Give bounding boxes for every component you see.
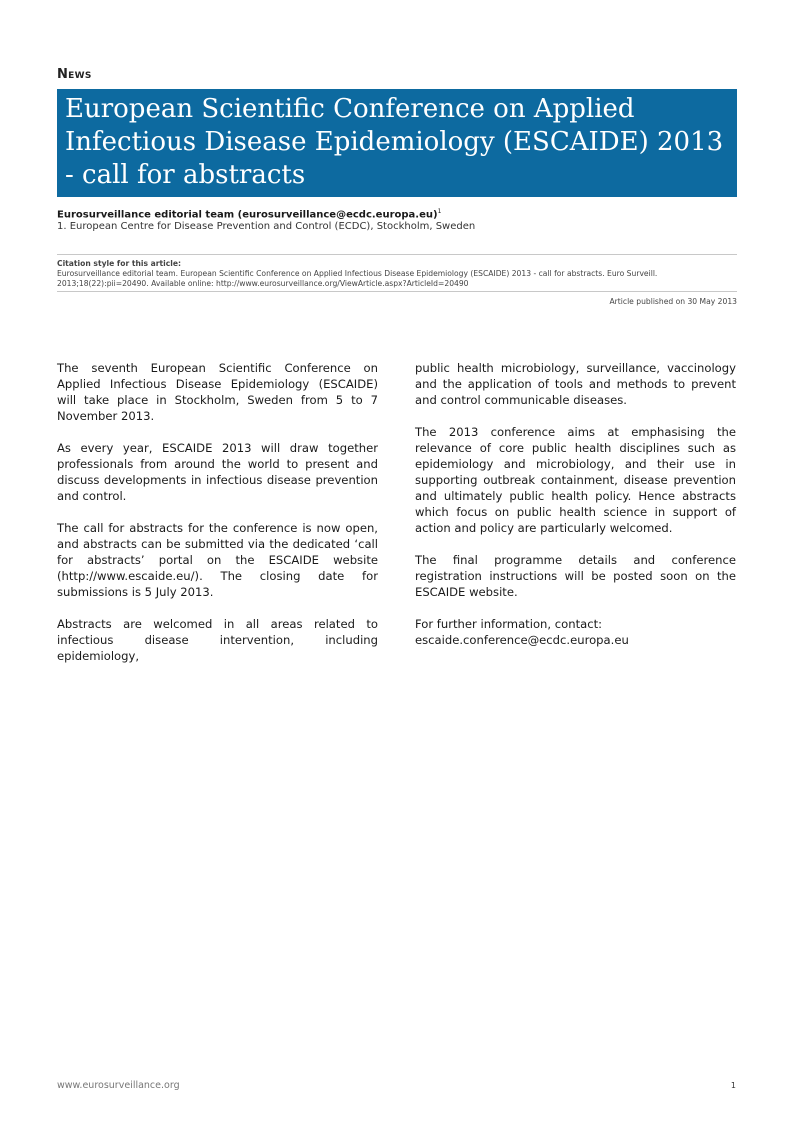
author-affiliation-marker: 1: [437, 208, 442, 215]
section-label: News: [57, 67, 92, 82]
contact-email-link[interactable]: escaide.conference@ecdc.europa.eu: [415, 633, 629, 647]
affiliation: 1. European Centre for Disease Prevention and Control (ECDC), Stockholm, Sweden: [57, 221, 476, 232]
body-paragraph: Abstracts are welcomed in all areas related to infectious disease intervention, including epidemiology,: [57, 617, 378, 663]
divider-bottom: [57, 291, 737, 292]
citation-text: Eurosurveillance editorial team. European Scientific Conference on Applied Infectious Disease Epidemiology (ESCAIDE) 2013 - call for abstracts. Euro Surveill. 2013;18(22):pii=20490. Available online: http://www.eurosurveillance.org/ViewArticle.aspx?ArticleId=20490: [57, 269, 658, 288]
body-column-left: [57, 360, 378, 680]
contact-label: For further information, contact:: [415, 617, 603, 631]
article-title: European Scientific Conference on Applied Infectious Disease Epidemiology (ESCAIDE) 2013 - call for abstracts: [65, 94, 724, 190]
body-paragraph: The call for abstracts for the conference is now open, and abstracts can be submitted via the dedicated ‘call for abstracts’ portal on the ESCAIDE website (http://www.escaide.eu/). The closing date for submissions is 5 July 2013.: [57, 521, 378, 599]
body-paragraph: The seventh European Scientific Conference on Applied Infectious Disease Epidemiology (ESCAIDE) will take place in Stockholm, Sweden from 5 to 7 November 2013.: [57, 361, 378, 423]
body-paragraph: The final programme details and conference registration instructions will be posted soon on the ESCAIDE website.: [415, 553, 736, 599]
citation-heading: Citation style for this article:: [57, 259, 182, 268]
body-paragraph: public health microbiology, surveillance, vaccinology and the application of tools and methods to prevent and control communicable diseases.: [415, 361, 736, 407]
published-date: Article published on 30 May 2013: [609, 297, 737, 306]
contact-paragraph: [415, 616, 736, 648]
body-paragraph: As every year, ESCAIDE 2013 will draw together professionals from around the world to present and discuss developments in infectious disease prevention and control.: [57, 441, 378, 503]
body-column-right: [415, 360, 736, 664]
citation-block: [57, 259, 737, 289]
author-line: [57, 208, 441, 220]
title-banner: [57, 89, 737, 197]
body-paragraph: The 2013 conference aims at emphasising the relevance of core public health disciplines such as epidemiology and microbiology, and their use in supporting outbreak containment, disease prevention and ultimately public health policy. Hence abstracts which focus on public health science in support of action and policy are particularly welcomed.: [415, 425, 736, 535]
author-name: Eurosurveillance editorial team (eurosurveillance@ecdc.europa.eu): [57, 209, 438, 221]
page-number: 1: [730, 1081, 736, 1090]
divider-top: [57, 254, 737, 255]
footer-url-link[interactable]: www.eurosurveillance.org: [57, 1080, 180, 1091]
